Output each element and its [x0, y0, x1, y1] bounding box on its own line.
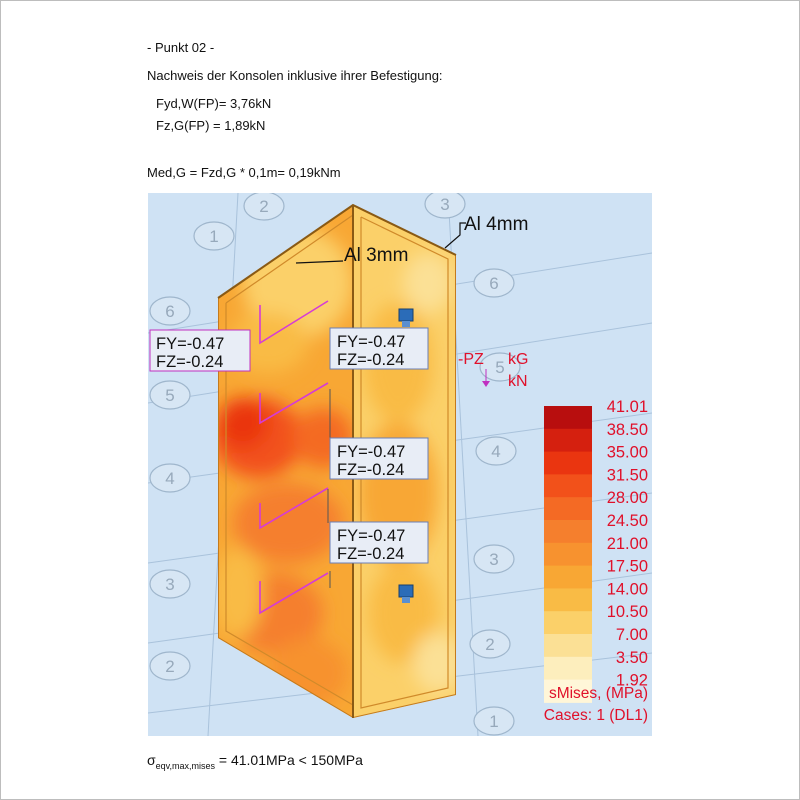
- svg-text:2: 2: [259, 197, 269, 216]
- legend-value: 24.50: [606, 512, 648, 530]
- grid-bubble: [150, 297, 190, 325]
- svg-text:FZ=-0.24: FZ=-0.24: [156, 353, 224, 371]
- force-line-fyd: Fyd,W(FP)= 3,76kN: [156, 96, 272, 111]
- svg-text:kG: kG: [508, 351, 529, 368]
- legend-swatch: [544, 657, 592, 680]
- svg-text:4: 4: [491, 442, 501, 461]
- legend-swatch: [544, 497, 592, 520]
- legend-value: 14.00: [606, 580, 648, 599]
- grid-bubble: [474, 545, 514, 573]
- svg-text:5: 5: [165, 386, 175, 405]
- svg-text:1: 1: [209, 227, 219, 246]
- grid-bubble: [476, 437, 516, 465]
- svg-text:FY=-0.47: FY=-0.47: [156, 335, 225, 353]
- grid-bubble: [150, 652, 190, 680]
- grid-bubble: [150, 381, 190, 409]
- svg-text:FZ=-0.24: FZ=-0.24: [337, 545, 405, 563]
- reaction-label: [330, 522, 428, 563]
- legend-swatch: [544, 520, 592, 543]
- legend-swatch: [544, 452, 592, 475]
- svg-text:-PZ: -PZ: [458, 351, 484, 368]
- legend-swatch: [544, 611, 592, 634]
- leader-line: [445, 223, 466, 248]
- moment-line: Med,G = Fzd,G * 0,1m= 0,19kNm: [147, 165, 341, 180]
- svg-text:5: 5: [495, 358, 505, 377]
- legend-swatch: [544, 588, 592, 611]
- svg-text:3: 3: [440, 195, 450, 214]
- grid-bubble: [474, 707, 514, 735]
- grid-bubble: [474, 269, 514, 297]
- svg-text:FY=-0.47: FY=-0.47: [337, 443, 406, 461]
- sigma-subscript: eqv,max,mises: [155, 760, 215, 771]
- svg-text:1: 1: [489, 712, 499, 731]
- legend-value: 41.01: [606, 398, 648, 416]
- result-line: [147, 752, 363, 771]
- legend-value: 7.00: [615, 626, 648, 644]
- legend-value: 3.50: [615, 648, 648, 667]
- legend-title: sMises, (MPa): [548, 685, 648, 702]
- legend-value: 21.00: [606, 534, 648, 553]
- material-label-al3: Al 3mm: [344, 245, 409, 266]
- grid-bubble: [150, 570, 190, 598]
- legend-value: 1.92: [615, 671, 648, 690]
- grid-bubble: [194, 222, 234, 250]
- stress-contour-figure: [148, 193, 652, 736]
- legend-value: 38.50: [606, 420, 648, 439]
- legend-swatch: [544, 634, 592, 657]
- reaction-label: [330, 438, 428, 479]
- legend-swatch: [544, 474, 592, 497]
- svg-text:4: 4: [165, 469, 175, 488]
- legend-swatch: [544, 543, 592, 566]
- reaction-label: [330, 328, 428, 369]
- svg-text:FY=-0.47: FY=-0.47: [337, 527, 406, 545]
- legend-value: 35.00: [606, 443, 648, 462]
- svg-text:FY=-0.47: FY=-0.47: [337, 333, 406, 351]
- legend-value: 10.50: [606, 603, 648, 622]
- force-line-fz: Fz,G(FP) = 1,89kN: [156, 118, 266, 133]
- grid-bubble: [470, 630, 510, 658]
- section-heading: - Punkt 02 -: [147, 40, 215, 55]
- legend-value: 31.50: [606, 466, 648, 485]
- svg-text:3: 3: [165, 575, 175, 594]
- svg-text:6: 6: [165, 302, 175, 321]
- svg-text:2: 2: [485, 635, 495, 654]
- legend-cases: Cases: 1 (DL1): [543, 707, 648, 724]
- sigma-symbol: σ: [147, 752, 156, 768]
- svg-text:6: 6: [489, 274, 499, 293]
- legend-value: 17.50: [606, 557, 648, 576]
- legend-value: 28.00: [606, 489, 648, 508]
- grid-bubble: [150, 464, 190, 492]
- svg-text:FZ=-0.24: FZ=-0.24: [337, 461, 405, 479]
- grid-bubble: [244, 193, 284, 220]
- grid-bubble: [425, 193, 465, 218]
- stress-legend: [544, 398, 648, 724]
- svg-text:3: 3: [489, 550, 499, 569]
- legend-swatch: [544, 429, 592, 452]
- reaction-label: [150, 330, 250, 371]
- legend-swatch: [544, 406, 592, 429]
- arrow-down-icon: [482, 381, 490, 387]
- intro-text: Nachweis der Konsolen inklusive ihrer Befestigung:: [147, 68, 443, 83]
- svg-text:2: 2: [165, 657, 175, 676]
- svg-text:kN: kN: [508, 373, 528, 390]
- svg-text:FZ=-0.24: FZ=-0.24: [337, 351, 405, 369]
- material-label-al4: Al 4mm: [464, 214, 529, 235]
- result-value: = 41.01MPa < 150MPa: [218, 752, 363, 768]
- legend-swatch: [544, 566, 592, 589]
